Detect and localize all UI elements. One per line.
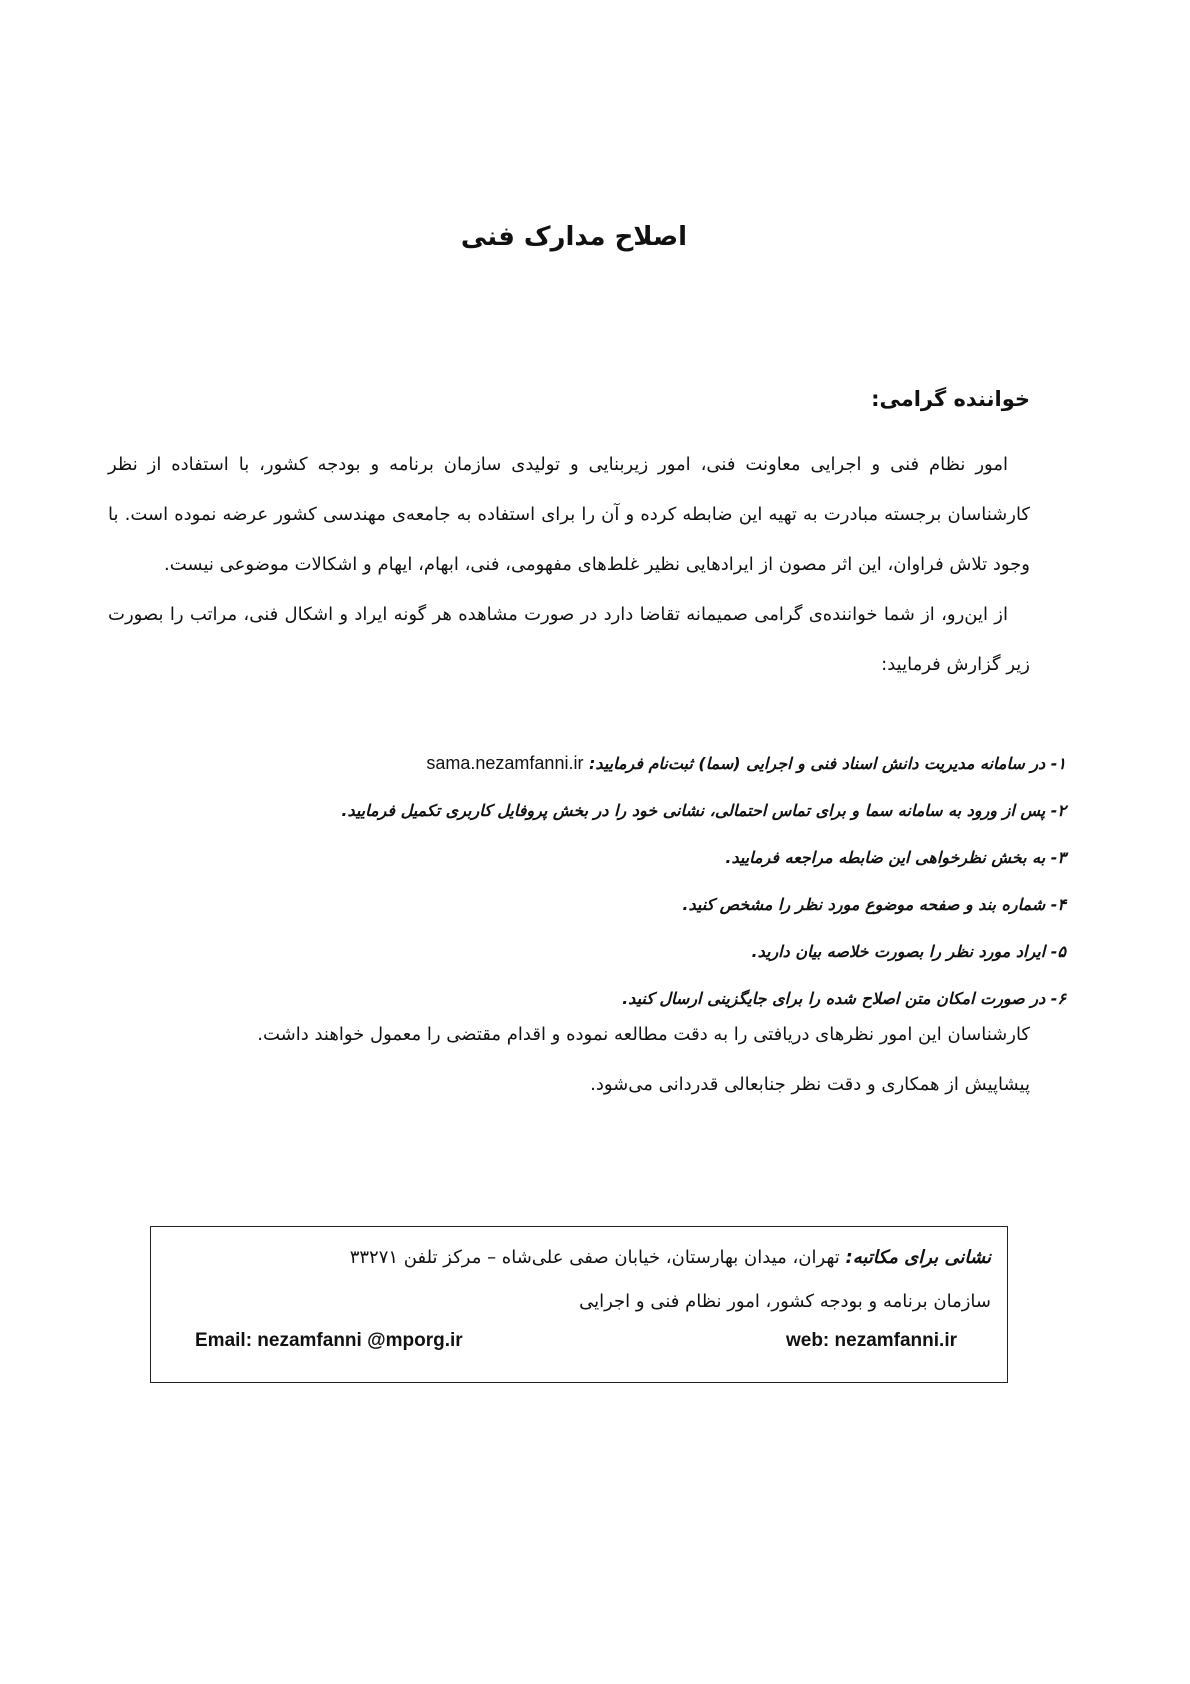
contact-address-line: [167, 1243, 991, 1273]
page-title: اصلاح مدارک فنی: [460, 222, 688, 252]
sama-link[interactable]: sama.nezamfanni.ir: [426, 753, 584, 773]
step-text: به بخش نظرخواهی این ضابطه مراجعه فرمایید.: [725, 848, 1046, 867]
step-text: پس از ورود به سامانه سما و برای تماس احتمالی، نشانی خود را در بخش پروفایل کاربری تکمیل فرمایید.: [341, 801, 1046, 820]
step-text: شماره بند و صفحه موضوع مورد نظر را مشخص کنید.: [682, 895, 1046, 914]
step-number: ۲-: [1050, 801, 1066, 820]
step-number: ۳-: [1050, 848, 1066, 867]
intro-paragraph: امور نظام فنی و اجرایی معاونت فنی، امور زیربنایی و تولیدی سازمان برنامه و بودجه کشور، با استفاده از نظر کارشناسان برجسته مبادرت به تهیه این ضابطه کرده و آن را برای استفاده به جامعه‌ی مهندسی کشور عرضه نموده است. با وجود تلاش فراوان، این اثر مصون از ایرادهایی نظیر غلط‌های مفهومی، فنی، ابهام، ایهام و اشکالات موضوعی نیست.: [108, 454, 1030, 575]
step-item: [106, 740, 1066, 787]
intro-text: [108, 440, 1030, 690]
contact-label: نشانی برای مکاتبه:: [845, 1247, 991, 1268]
contact-email-link[interactable]: Email: nezamfanni @mporg.ir: [195, 1330, 463, 1351]
greeting-heading: خواننده گرامی:: [871, 387, 1030, 411]
request-paragraph: از این‌رو، از شما خواننده‌ی گرامی صمیمانه تقاضا دارد در صورت مشاهده هر گونه ایراد و اشکال فنی، مراتب را بصورت زیر گزارش فرمایید:: [108, 604, 1030, 675]
step-text: در صورت امکان متن اصلاح شده را برای جایگزینی ارسال کنید.: [622, 989, 1046, 1008]
step-item: [106, 881, 1066, 928]
step-number: ۶-: [1050, 989, 1066, 1008]
contact-web-link[interactable]: web: nezamfanni.ir: [785, 1330, 957, 1351]
contact-organization: سازمان برنامه و بودجه کشور، امور نظام فنی و اجرایی: [579, 1291, 991, 1312]
step-number: ۱-: [1050, 754, 1066, 773]
closing-line: پیشاپیش از همکاری و دقت نظر جنابعالی قدردانی می‌شود.: [590, 1074, 1030, 1095]
step-item: [106, 834, 1066, 881]
step-text: در سامانه مدیریت دانش اسناد فنی و اجرایی (سما) ثبت‌نام فرمایید:: [589, 754, 1046, 773]
step-number: ۴-: [1050, 895, 1066, 914]
step-item: [106, 928, 1066, 975]
contact-address: تهران، میدان بهارستان، خیابان صفی علی‌شاه – مرکز تلفن ۳۳۲۷۱: [349, 1247, 840, 1268]
steps-list: [106, 740, 1066, 1022]
closing-text: [130, 1010, 1030, 1110]
step-text: ایراد مورد نظر را بصورت خلاصه بیان دارید.: [751, 942, 1046, 961]
step-item: [106, 787, 1066, 834]
step-number: ۵-: [1050, 942, 1066, 961]
closing-line: کارشناسان این امور نظرهای دریافتی را به دقت مطالعه نموده و اقدام مقتضی را معمول خواهند داشت.: [257, 1024, 1030, 1045]
contact-box: [150, 1226, 1008, 1383]
